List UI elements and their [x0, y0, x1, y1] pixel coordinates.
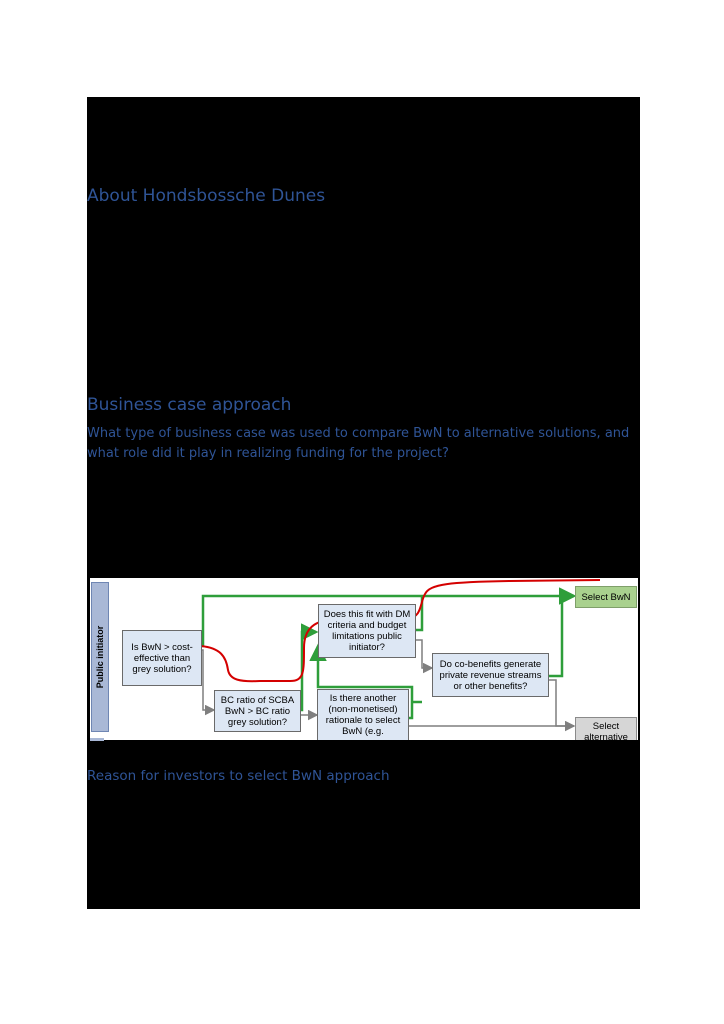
box-co-benefits: Do co-benefits generate private revenue streams or other benefits?: [432, 653, 549, 697]
box-rationale: Is there another (non-monetised) rationale to select BwN (e.g.: [317, 689, 409, 740]
box-bc-ratio: BC ratio of SCBA BwN > BC ratio grey solution?: [214, 690, 301, 732]
lane-bar-cutoff: [90, 738, 104, 741]
box-select-alternative: Select alternative: [575, 717, 637, 740]
decision-flow-diagram: [90, 578, 638, 740]
box-dm-criteria: Does this fit with DM criteria and budget limitations public initiator?: [318, 604, 416, 658]
lane-label: Public initiator: [95, 625, 105, 689]
heading-business-case: Business case approach: [87, 395, 292, 415]
heading-reason: Reason for investors to select BwN approach: [87, 768, 390, 784]
document-page-background: [87, 97, 640, 909]
box-cost-effective: Is BwN > cost-effective than grey solution?: [122, 630, 202, 686]
box-select-bwn: Select BwN: [575, 586, 637, 608]
question-text: What type of business case was used to compare BwN to alternative solutions, and what role did it play in realizing funding for the project?: [87, 426, 630, 461]
heading-about: About Hondsbossche Dunes: [87, 186, 326, 206]
